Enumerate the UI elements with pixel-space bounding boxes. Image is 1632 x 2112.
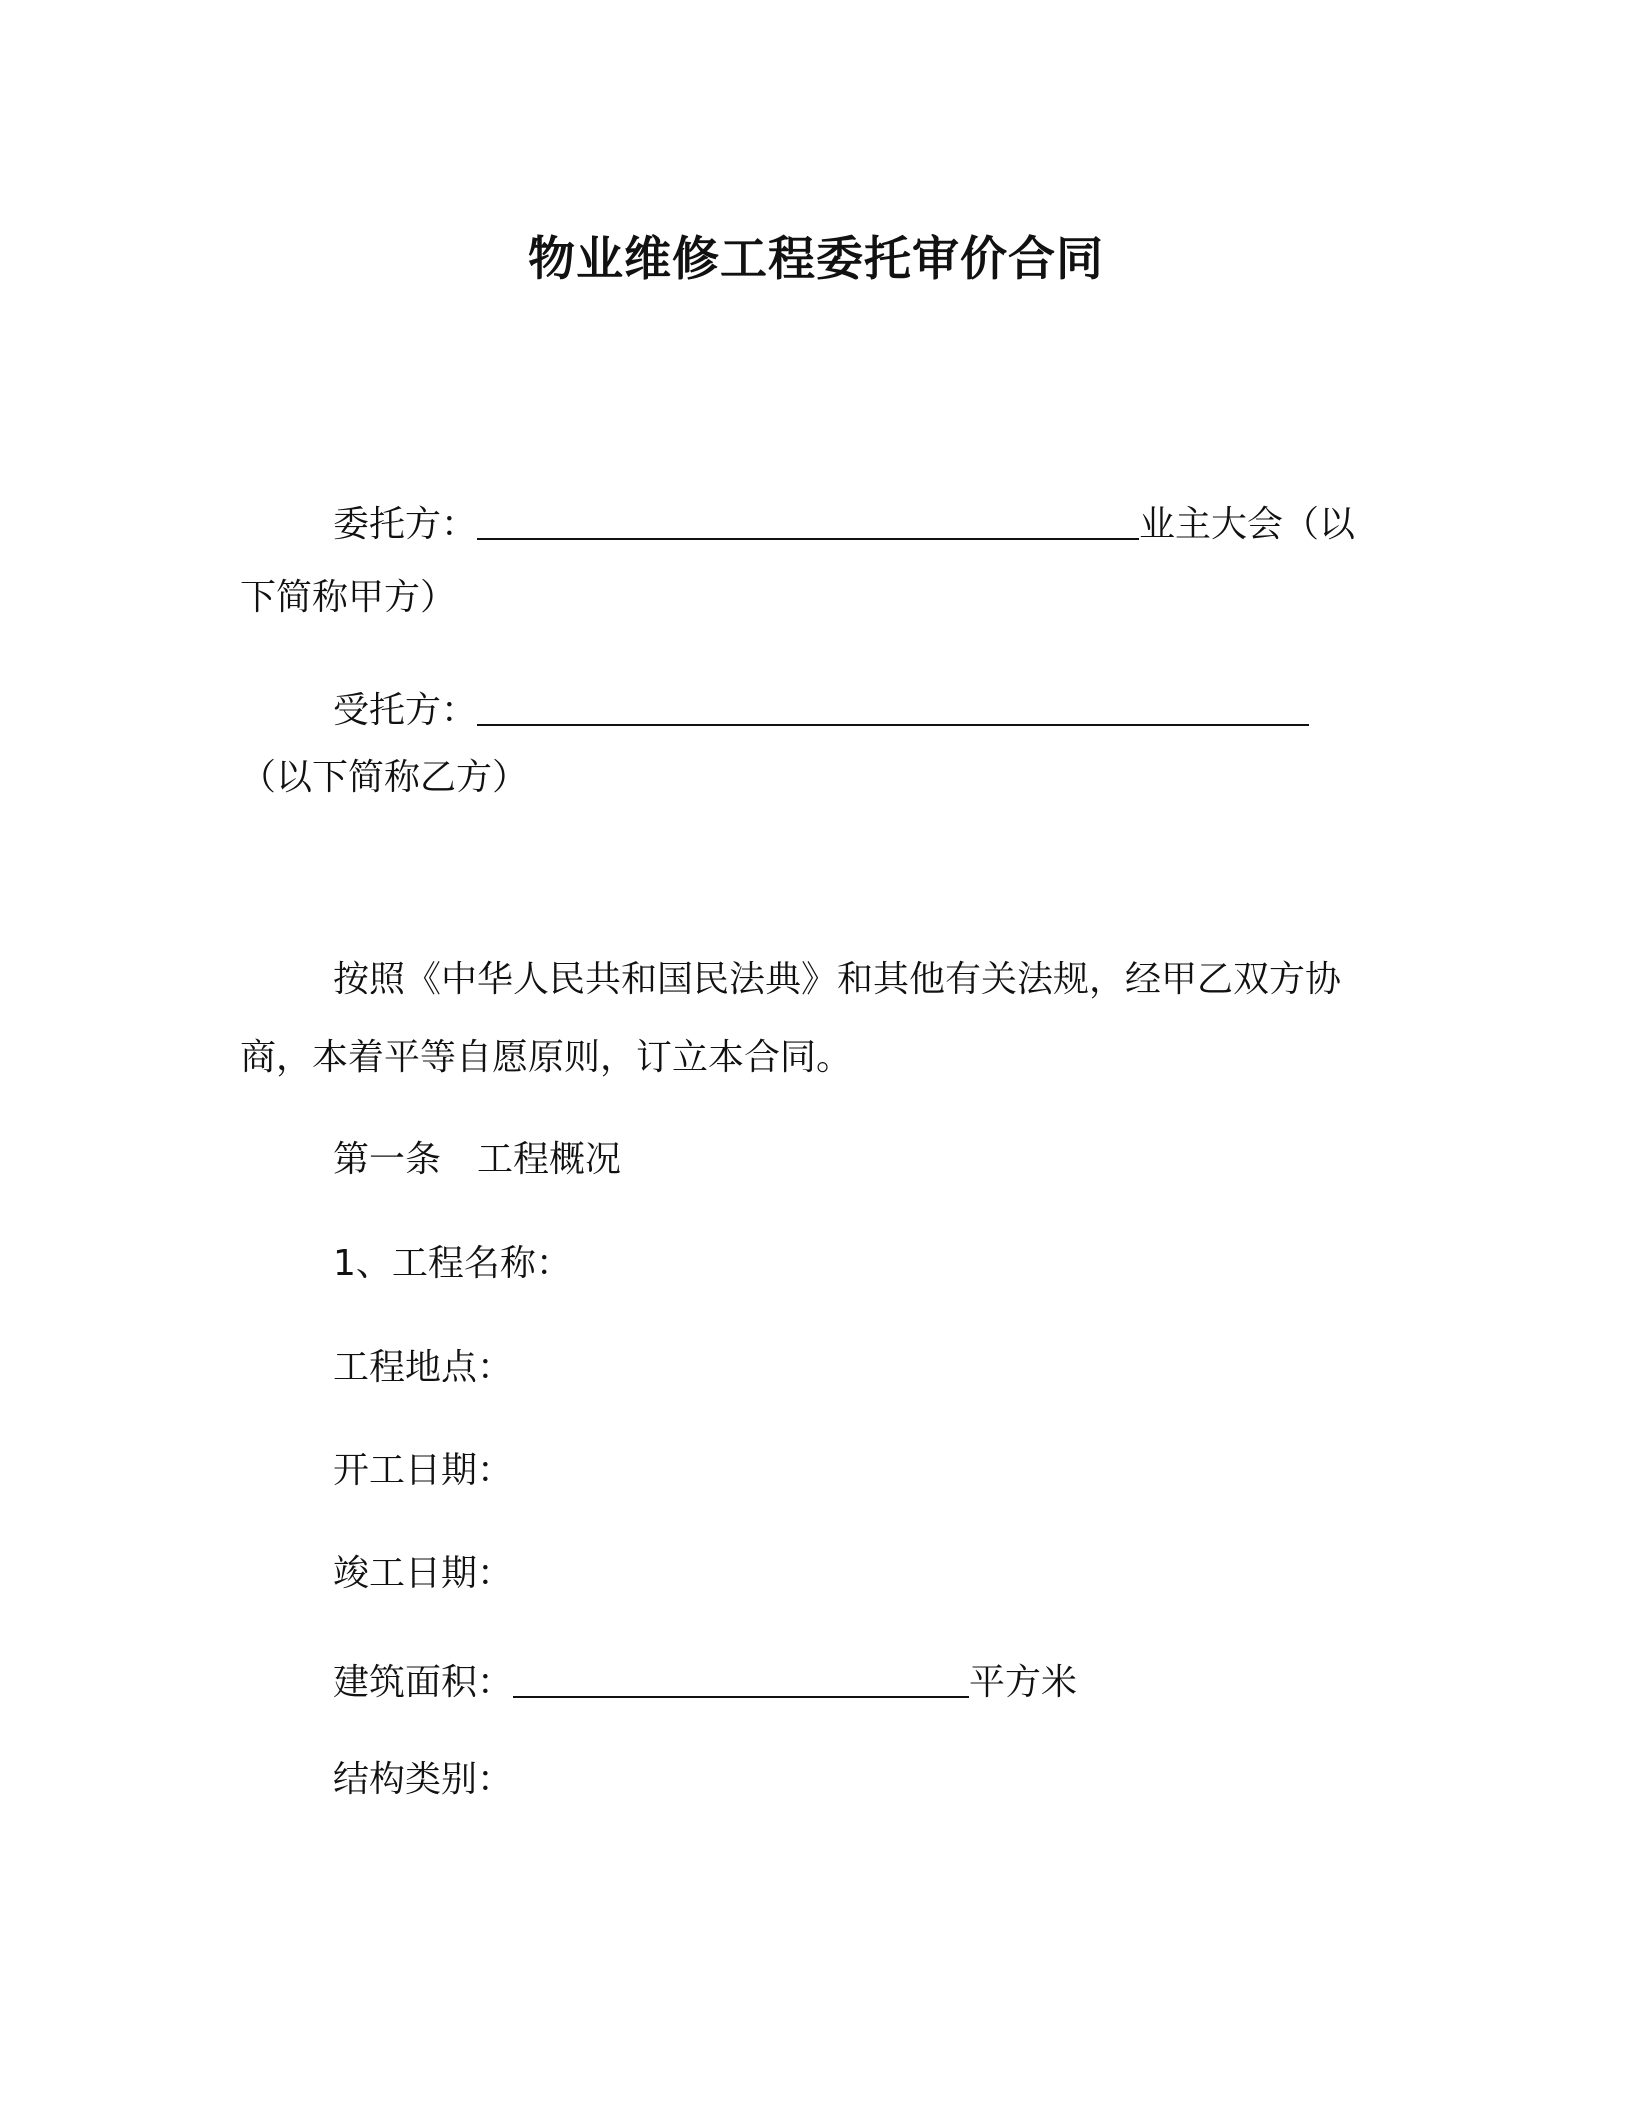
- party-b-label: 受托方：: [333, 690, 478, 731]
- preamble-line-2: 商，本着平等自愿原则，订立本合同。: [240, 1037, 853, 1078]
- party-a-suffix: 业主大会（以: [1139, 504, 1356, 545]
- party-b-blank[interactable]: [477, 688, 1309, 726]
- building-area-label: 建筑面积：: [333, 1662, 514, 1703]
- preamble-line-1: 按照《中华人民共和国民法典》和其他有关法规，经甲乙双方协: [333, 959, 1342, 1000]
- party-b-line: [333, 688, 1309, 729]
- article-1-heading: 第一条 工程概况: [333, 1139, 622, 1180]
- completion-date-field: 竣工日期：: [333, 1553, 514, 1594]
- project-location-field: 工程地点：: [333, 1347, 514, 1388]
- start-date-field: 开工日期：: [333, 1450, 514, 1491]
- building-area-line: [333, 1660, 1077, 1701]
- party-a-line: [333, 502, 1355, 543]
- building-area-blank[interactable]: [513, 1660, 969, 1698]
- building-area-unit: 平方米: [969, 1662, 1078, 1703]
- project-name-field: 1、工程名称：: [333, 1243, 572, 1284]
- party-a-continuation: 下简称甲方）: [240, 577, 457, 618]
- document-title: 物业维修工程委托审价合同: [528, 232, 1104, 287]
- structure-type-field: 结构类别：: [333, 1759, 514, 1800]
- party-b-continuation: （以下简称乙方）: [240, 757, 529, 798]
- party-a-label: 委托方：: [333, 504, 478, 545]
- party-a-blank[interactable]: [477, 502, 1139, 540]
